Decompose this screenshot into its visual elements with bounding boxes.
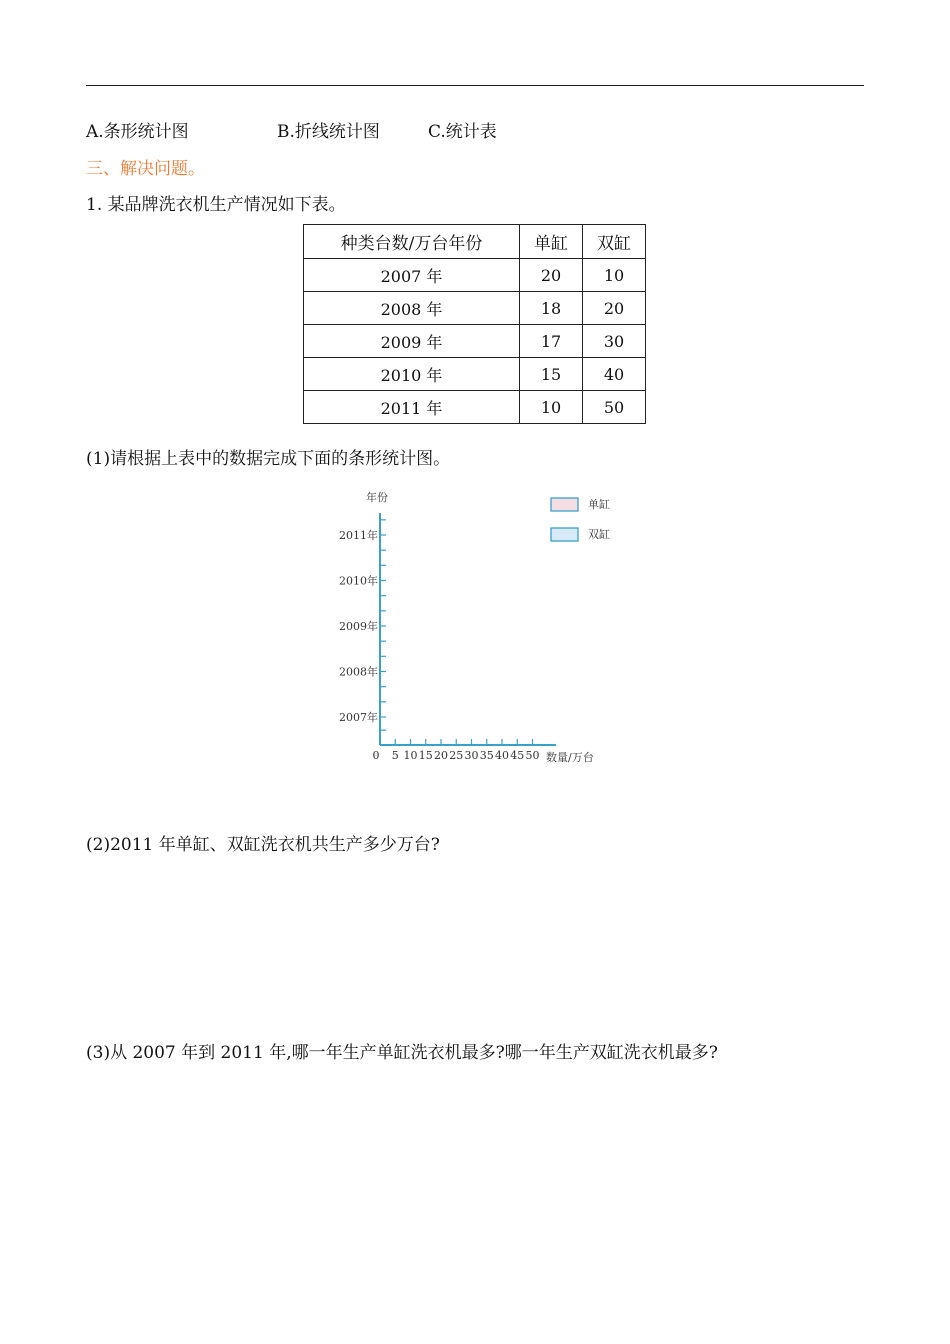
table-cell: 40 [583, 358, 646, 391]
table-cell: 18 [520, 292, 583, 325]
table-header-row [304, 225, 646, 259]
x-tick-label: 40 [495, 749, 509, 762]
table-cell: 15 [520, 358, 583, 391]
y-tick-label: 2008年 [339, 665, 378, 679]
table-cell: 30 [583, 325, 646, 358]
x-tick-label: 5 [391, 749, 399, 762]
section-title: 三、解决问题。 [86, 159, 205, 179]
question-part-1: (1)请根据上表中的数据完成下面的条形统计图。 [86, 449, 451, 469]
x-tick-label: 10 [403, 749, 418, 762]
legend-swatch [551, 498, 578, 511]
bar-chart [320, 485, 620, 775]
y-tick-label: 2007年 [339, 711, 378, 724]
table-cell: 20 [520, 259, 583, 292]
x-tick-label: 35 [479, 749, 494, 762]
top-rule [86, 85, 864, 86]
table-cell: 2007 年 [304, 259, 520, 292]
table-cell: 17 [520, 325, 583, 358]
table-row [304, 292, 646, 325]
y-tick-label: 2011年 [339, 529, 378, 542]
question-part-2: (2)2011 年单缸、双缸洗衣机共生产多少万台? [86, 835, 440, 855]
x-tick-label: 25 [449, 749, 464, 762]
x-tick-label: 0 [372, 749, 380, 762]
table-cell: 10 [583, 259, 646, 292]
table-header-cell: 单缸 [520, 225, 583, 259]
table-row [304, 325, 646, 358]
y-tick-label: 2009年 [339, 620, 378, 633]
table-cell: 2011 年 [304, 391, 520, 424]
table-cell: 2010 年 [304, 358, 520, 391]
production-table [303, 224, 646, 424]
legend-swatch [551, 528, 578, 541]
table-cell: 50 [583, 391, 646, 424]
y-axis-label: 年份 [366, 491, 388, 504]
table-row [304, 358, 646, 391]
option-b[interactable]: B.折线统计图 [277, 122, 380, 142]
question-intro: 1. 某品牌洗衣机生产情况如下表。 [86, 195, 346, 215]
x-tick-label: 50 [525, 749, 540, 762]
option-c[interactable]: C.统计表 [428, 122, 497, 142]
y-tick-label: 2010年 [339, 574, 378, 588]
table-cell: 2008 年 [304, 292, 520, 325]
table-cell: 20 [583, 292, 646, 325]
x-tick-label: 30 [464, 749, 479, 762]
table-cell: 2009 年 [304, 325, 520, 358]
table-row [304, 259, 646, 292]
table-row [304, 391, 646, 424]
table-header-cell: 种类台数/万台年份 [304, 225, 520, 259]
question-part-3: (3)从 2007 年到 2011 年,哪一年生产单缸洗衣机最多?哪一年生产双缸洗衣机最多? [86, 1043, 718, 1063]
x-tick-label: 20 [434, 749, 448, 762]
legend-label: 双缸 [588, 528, 610, 541]
x-tick-label: 45 [510, 749, 525, 762]
x-tick-label: 15 [418, 749, 433, 762]
option-a[interactable]: A.条形统计图 [86, 122, 189, 142]
table-header-cell: 双缸 [583, 225, 646, 259]
table-cell: 10 [520, 391, 583, 424]
x-axis-label: 数量/万台 [546, 751, 594, 764]
legend-label: 单缸 [588, 498, 610, 511]
